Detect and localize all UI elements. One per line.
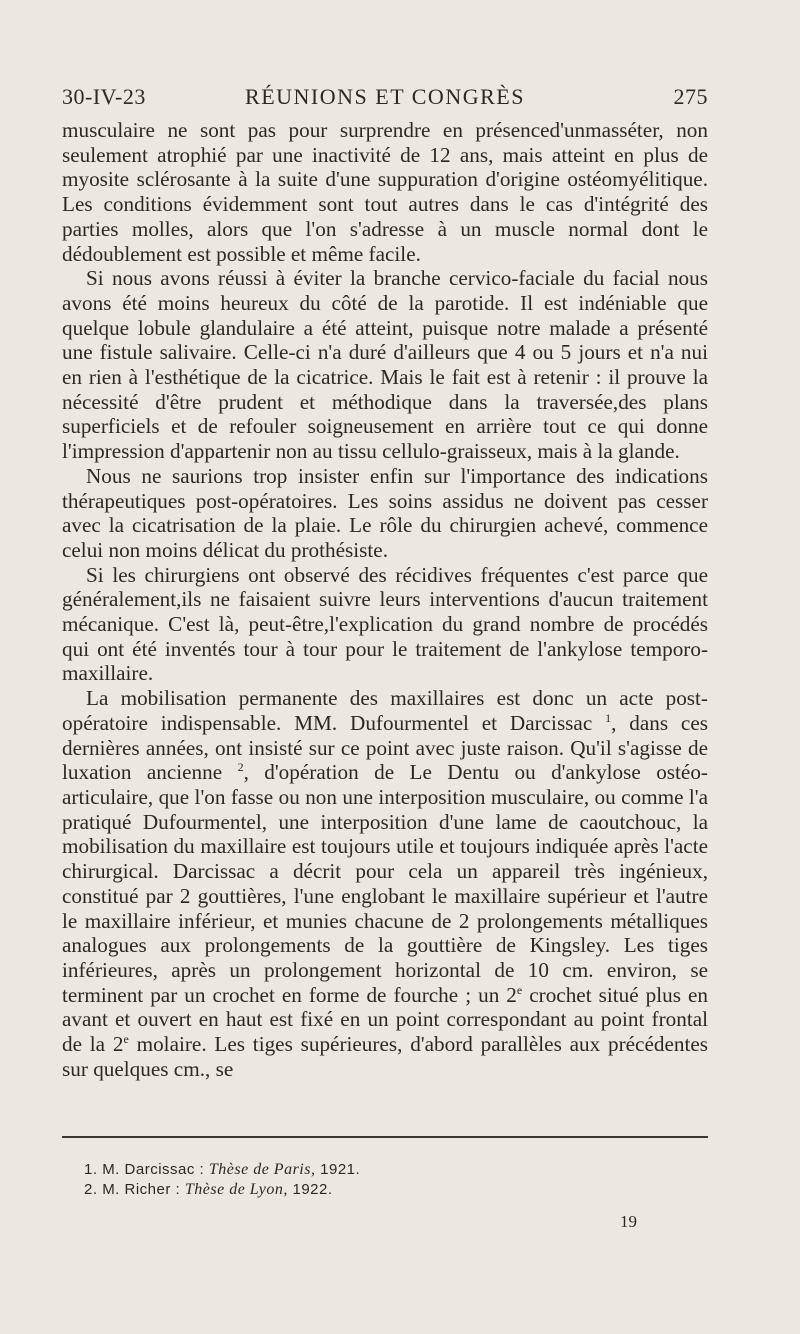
footnote (84, 1180, 704, 1200)
footnote-title: Thèse de Lyon, (184, 1181, 288, 1198)
paragraph-text: , d'opération de Le Dentu ou d'ankylose ostéo-articulaire, que l'on fasse ou non une interposition musculaire, ou comme l'a pratiqué Dufourmentel, une interposition d'une lame de caoutchouc, la mobilisation du maxillaire est toujours utile et toujours indiquée après l'acte chirurgical. Darcissac a décrit pour cela un appareil très ingénieux, constitué par 2 gouttières, l'une englobant le maxillaire supérieur et l'autre le maxillaire inférieur, et munies chacune de 2 prolongements métalliques analogues aux prolongements de la gouttière de Kingsley. Les tiges inférieures, après un prolongement horizontal de 10 cm. environ, se terminent par un crochet en forme de fourche ; un 2 (62, 760, 708, 1007)
header-date: 30-IV-23 (62, 84, 146, 109)
footnote-year: 1922. (292, 1181, 333, 1198)
footnote-title: Thèse de Paris, (208, 1161, 316, 1178)
footnote-number: 2. (84, 1181, 98, 1198)
footnote-ref: e (123, 1032, 129, 1047)
paragraph (62, 118, 708, 266)
paragraph-text: Nous ne saurions trop insister enfin sur l'importance des indications thérapeutiques post-opératoires. Les soins assidus ne doivent pas cesser avec la cicatrisation de la plaie. Le rôle du chirurgien achevé, commence celui non moins délicat du prothésiste. (62, 463, 708, 562)
body-text (62, 118, 708, 1081)
running-header (62, 84, 708, 118)
paragraph-text: molaire. Les tiges supérieures, d'abord parallèles aux précédentes sur quelques cm., se (62, 1032, 708, 1081)
footnotes (84, 1160, 704, 1200)
footnote-author: M. Richer : (102, 1181, 181, 1198)
paragraph-text: , dans ces dernières années, ont insisté sur ce point avec juste raison. Qu'il s'agisse de luxation ancienne (62, 710, 708, 785)
paragraph (62, 464, 708, 563)
paragraph-text: La mobilisation permanente des maxillaires est donc un acte post-opératoire indispensable. MM. Dufourmentel et Darcissac (62, 686, 708, 735)
footnote-rule (62, 1136, 708, 1138)
footnote-ref: 2 (237, 760, 244, 775)
footnote-number: 1. (84, 1161, 98, 1178)
paragraph (62, 266, 708, 464)
footnote-author: M. Darcissac : (102, 1161, 205, 1178)
footnote (84, 1160, 704, 1180)
paragraph (62, 686, 708, 1081)
paragraph (62, 563, 708, 687)
footnote-ref: 1 (605, 710, 612, 725)
signature-mark: 19 (620, 1212, 637, 1231)
paragraph-text: Si les chirurgiens ont observé des récidives fréquentes c'est parce que généralement,ils ne faisaient suivre leurs interventions d'aucun traitement mécanique. C'est là, peut-être,l'explication du grand nombre de procédés qui ont été inventés tour à tour pour le traitement de l'ankylose temporo-maxillaire. (62, 562, 708, 686)
page-number: 275 (673, 84, 708, 109)
paragraph-text: crochet situé plus en avant et ouvert en haut est fixé en un point correspondant au point frontal de la 2 (62, 982, 708, 1057)
paragraph-text: musculaire ne sont pas pour surprendre en présenced'unmasséter, non seulement atrophié par une inactivité de 12 ans, mais atteint en plus de myosite sclérosante à la suite d'une suppuration d'origine ostéomyélitique. Les conditions évidemment sont tout autres dans le cas d'intégrité des parties molles, alors que l'on s'adresse à un muscle normal dont le dédoublement est possible et même facile. (62, 118, 708, 266)
footnote-ref: e (516, 982, 523, 997)
footnote-year: 1921. (320, 1161, 361, 1178)
header-title: RÉUNIONS ET CONGRÈS (245, 84, 525, 109)
paragraph-text: Si nous avons réussi à éviter la branche cervico-faciale du facial nous avons été moins heureux du côté de la parotide. Il est indéniable que quelque lobule glandulaire a été atteint, puisque notre malade a présenté une fistule salivaire. Celle-ci n'a duré d'ailleurs que 4 ou 5 jours et n'a nui en rien à l'esthétique de la cicatrice. Mais le fait est à retenir : il prouve la nécessité d'être prudent et méthodique dans la traversée,des plans superficiels et de refouler soigneusement en arrière tout ce qui donne l'impression d'appartenir non au tissu cellulo-graisseux, mais à la glande. (62, 266, 708, 464)
